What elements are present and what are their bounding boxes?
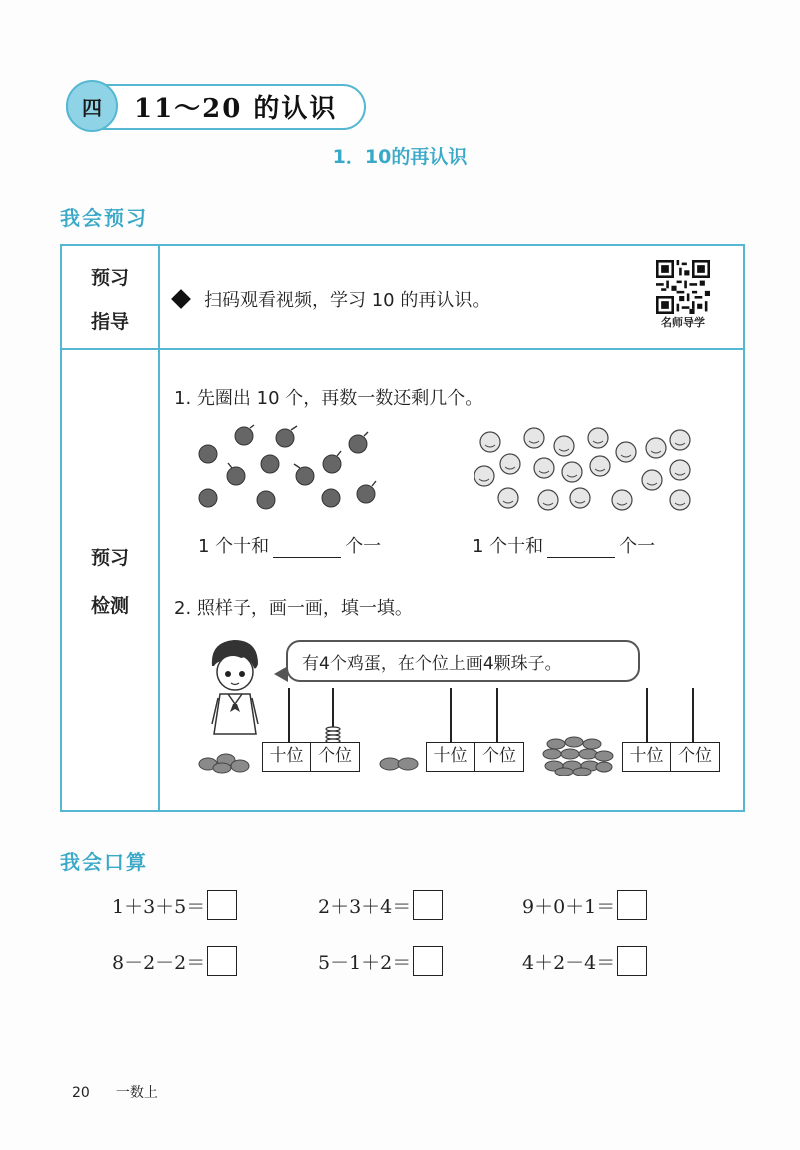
diamond-bullet-icon (171, 289, 191, 309)
check-label-line2: 检测 (90, 595, 129, 617)
apples-illustration (192, 424, 392, 516)
chapter-number-badge: 四 (66, 80, 118, 132)
answer-box[interactable] (413, 890, 443, 920)
eggs-group-3 (542, 736, 614, 776)
ones-rod-3[interactable] (692, 688, 694, 742)
guide-instruction (174, 286, 490, 312)
tens-label-2: 十位 (427, 743, 475, 771)
tens-label-3: 十位 (623, 743, 671, 771)
answer-box[interactable] (207, 946, 237, 976)
question-1-fill-left (198, 532, 381, 558)
tens-label-1: 十位 (263, 743, 311, 771)
tens-rod-1 (288, 688, 290, 742)
mental-math-heading: 我会口算 (60, 850, 148, 874)
row-divider (62, 348, 743, 350)
calc-item (318, 890, 443, 920)
tens-rod-3[interactable] (646, 688, 648, 742)
guide-text: 扫码观看视频，学习 10 的再认识。 (204, 290, 491, 311)
eggs-group-1 (198, 750, 252, 774)
column-divider (158, 246, 160, 810)
calc-item (112, 890, 237, 920)
ones-label-1: 个位 (318, 746, 352, 766)
calc-expression: 5－1＋2＝ (318, 951, 412, 974)
speech-bubble (286, 640, 640, 682)
speech-text: 有4个鸡蛋，在个位上画4颗珠子。 (302, 653, 562, 674)
fill-left-prefix: 1 个十和 (198, 536, 270, 557)
question-1-text: 1. 先圈出 10 个，再数一数还剩几个。 (174, 388, 484, 409)
lesson-title: 1．10的再认识 (332, 146, 468, 168)
ones-label-3: 个位 (678, 746, 712, 766)
answer-blank-right[interactable] (547, 540, 615, 558)
answer-blank-left[interactable] (273, 540, 341, 558)
question-1-fill-right (472, 532, 655, 558)
answer-box[interactable] (617, 890, 647, 920)
smiley-faces-illustration (474, 424, 694, 516)
question-2-text: 2. 照样子，画一画，填一填。 (174, 598, 413, 619)
answer-box[interactable] (617, 946, 647, 976)
fill-right-prefix: 1 个十和 (472, 536, 544, 557)
check-label-line1: 预习 (90, 547, 129, 569)
ones-label-2: 个位 (482, 746, 516, 766)
preview-heading: 我会预习 (60, 206, 148, 230)
calc-expression: 1＋3＋5＝ (112, 895, 206, 918)
place-value-box-3 (622, 742, 720, 772)
calc-expression: 2＋3＋4＝ (318, 895, 412, 918)
boy-character-illustration (204, 636, 266, 740)
page-footer (72, 1082, 158, 1102)
calc-expression: 9＋0＋1＝ (522, 895, 616, 918)
answer-box[interactable] (413, 946, 443, 976)
calc-item (522, 890, 647, 920)
eggs-group-2 (378, 752, 422, 772)
qr-code-icon[interactable] (656, 260, 710, 314)
place-value-box-2 (426, 742, 524, 772)
calc-item (318, 946, 443, 976)
calc-item (522, 946, 647, 976)
calc-expression: 4＋2－4＝ (522, 951, 616, 974)
answer-box[interactable] (207, 890, 237, 920)
guide-label-line2: 指导 (90, 311, 129, 333)
tens-rod-2 (450, 688, 452, 742)
fill-right-suffix: 个一 (619, 536, 656, 557)
preview-table (60, 244, 745, 812)
book-name: 一数上 (115, 1085, 158, 1101)
calc-item (112, 946, 237, 976)
calc-expression: 8－2－2＝ (112, 951, 206, 974)
chapter-title: 11～20 的认识 (134, 94, 338, 124)
qr-caption: 名师导学 (661, 316, 705, 329)
guide-label-line1: 预习 (90, 267, 129, 289)
ones-rod-2[interactable] (496, 688, 498, 742)
page-number: 20 (72, 1085, 90, 1101)
place-value-box-1 (262, 742, 360, 772)
fill-left-suffix: 个一 (345, 536, 382, 557)
